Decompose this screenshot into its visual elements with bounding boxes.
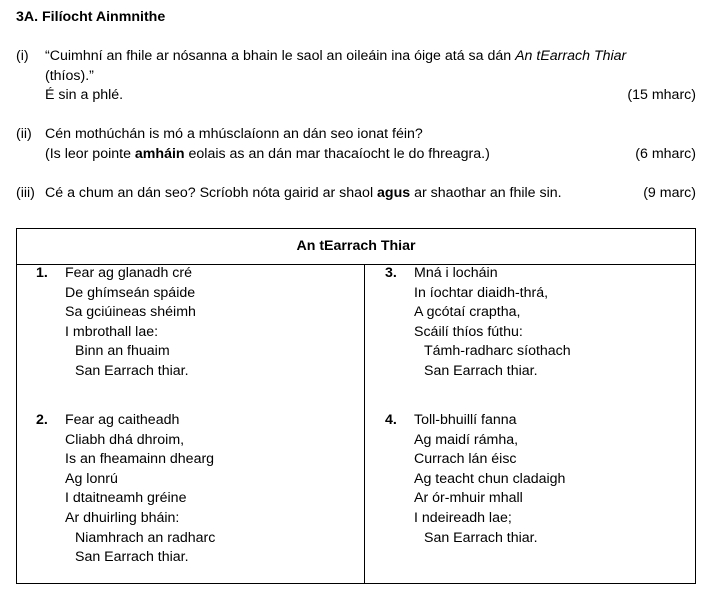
section-heading: 3A. Filíocht Ainmnithe [16, 9, 166, 25]
question-text-part: Cé a chum an dán seo? Scríobh nóta gairid ar shaol [45, 185, 378, 201]
poem-line: I dtaitneamh gréine [65, 490, 187, 507]
marks-label: (9 marc) [643, 185, 696, 201]
poem-line: San Earrach thiar. [424, 529, 538, 546]
poem-line: Toll-bhuillí fanna [414, 412, 517, 428]
question-text-line: (thíos).” [45, 67, 94, 84]
stanza-1 [36, 264, 196, 382]
question-text: “Cuimhní an fhile ar nósanna a bhain le saol an oileáin ina óige atá sa dán [45, 48, 516, 64]
poem-line: Támh-radharc síothach [424, 343, 571, 360]
poem-line: Niamhrach an radharc [75, 529, 216, 546]
marks-label: (6 mharc) [635, 145, 696, 162]
question-text-part: ar shaothar an fhile sin. [410, 185, 562, 201]
poem-line: I ndeireadh lae; [414, 509, 512, 526]
question-note [45, 145, 490, 165]
poem-line: Fear ag caitheadh [65, 412, 180, 428]
poem-line: Ag teacht chun cladaigh [414, 470, 566, 487]
poem-line: Scáilí thíos fúthu: [414, 323, 523, 340]
poem-line: San Earrach thiar. [424, 362, 538, 379]
poem-line: Fear ag glanadh cré [65, 265, 192, 281]
poem-line: Ar dhuirling bháin: [65, 509, 180, 526]
question-text-line [45, 47, 696, 67]
poem-line: Sa gciúineas shéimh [65, 304, 196, 321]
question-text-line [45, 145, 696, 165]
poem-line: De ghímseán spáide [65, 284, 196, 301]
question-number: (i) [16, 48, 29, 64]
poem-line: Cliabh dhá dhroim, [65, 431, 185, 448]
stanza-2 [36, 411, 215, 568]
question-number: (iii) [16, 185, 35, 201]
poem-line: Currach lán éisc [414, 451, 517, 468]
poem-line: Binn an fhuaim [75, 343, 170, 360]
note-text: eolais as an dán mar thacaíocht le do fhreagra.) [184, 145, 490, 162]
poem-line: Ar ór-mhuir mhall [414, 490, 523, 507]
stanza-number: 1. [36, 265, 48, 281]
column-divider [364, 264, 365, 583]
poem-line: In íochtar diaidh-thrá, [414, 284, 549, 301]
stanza-number: 3. [385, 265, 397, 281]
question-text-line: Cén mothúchán is mó a mhúsclaíonn an dán seo ionat féin? [45, 126, 423, 142]
question-number: (ii) [16, 126, 32, 142]
note-text: (Is leor pointe [45, 145, 135, 162]
question-ii [16, 125, 696, 164]
stanza-3 [385, 264, 571, 382]
marks-label: (15 mharc) [627, 87, 696, 104]
stanza-4 [385, 411, 565, 548]
poem-line: Mná i locháin [414, 265, 498, 281]
note-emphasis: amháin [134, 145, 185, 162]
question-text-line [45, 184, 696, 204]
question-emphasis: agus [377, 185, 411, 201]
poem-box [16, 228, 696, 584]
poem-line: San Earrach thiar. [75, 362, 189, 379]
stanza-number: 2. [36, 412, 48, 428]
question-text [45, 184, 562, 204]
poem-line: Ag maidí rámha, [414, 431, 519, 448]
poem-line: Is an fheamainn dhearg [65, 451, 215, 468]
question-text-line [45, 86, 696, 106]
poem-line: Ag lonrú [65, 470, 118, 487]
poem-line: I mbrothall lae: [65, 323, 159, 340]
poem-title: An tEarrach Thiar [296, 238, 416, 254]
question-i [16, 47, 696, 106]
question-iii [16, 184, 696, 204]
poem-title-reference: An tEarrach Thiar [515, 48, 627, 64]
poem-line: San Earrach thiar. [75, 549, 189, 566]
question-instruction: É sin a phlé. [45, 87, 124, 104]
poem-line: A gcótaí craptha, [414, 304, 521, 321]
stanza-number: 4. [385, 412, 397, 428]
